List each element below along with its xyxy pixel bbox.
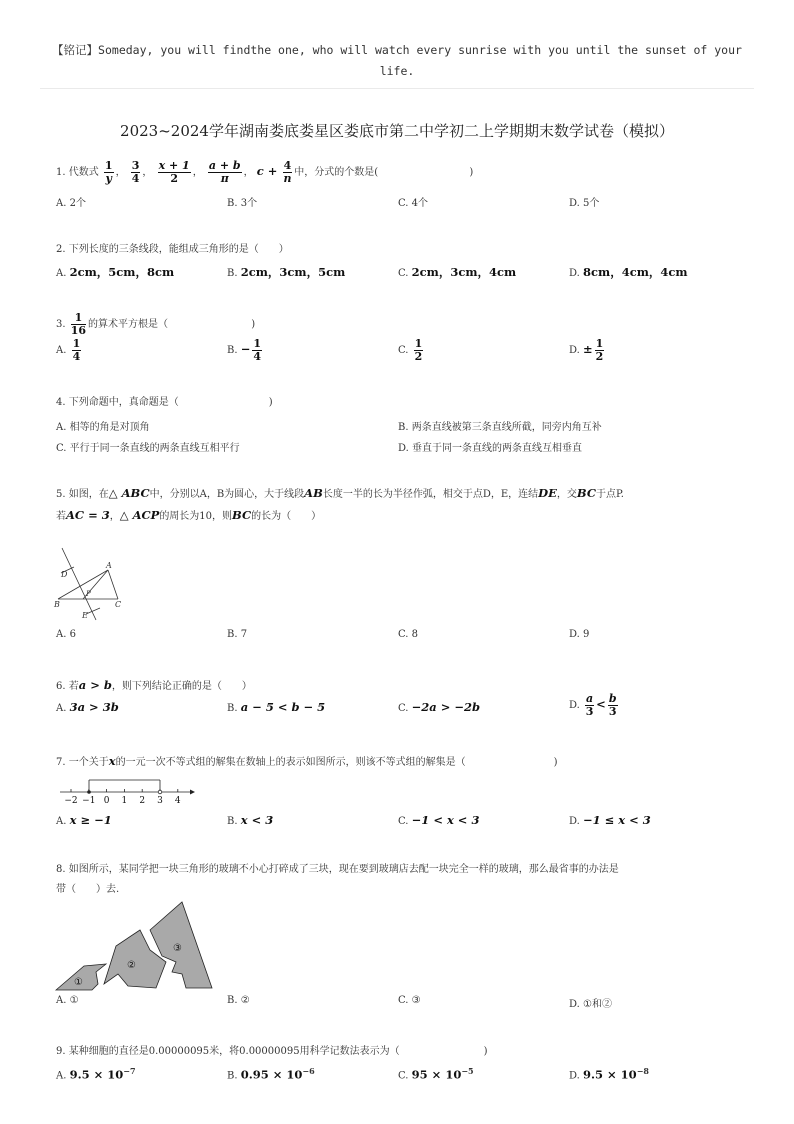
question-8-stem: 8. 如图所示，某同学把一块三角形的玻璃不小心打碎成了三块，现在要到玻璃店去配一块完全一样的玻璃，那么最省事的办法是 带（ ）去. — [56, 864, 619, 895]
perpendicular-bisector-de — [62, 548, 96, 620]
q4-option-d[interactable]: D. 垂直于同一条直线的两条直线互相垂直 — [398, 443, 583, 454]
question-1-stem: 1. 代数式 $\frac{1}{y}$ ， $\frac{3}{4}$ ， $\frac{x + 1}{2}$ ， $\frac{a + b}{\pi}$ ， c + $\frac{4}{n}$ 中，分式的个数是( ) — [56, 159, 474, 185]
q5-option-c[interactable]: C. 8 — [398, 629, 419, 640]
q1-option-d[interactable]: D. 5个 — [569, 198, 600, 209]
tick-label: 3 — [157, 796, 163, 806]
q5-option-a[interactable]: A. 6 — [56, 629, 76, 640]
q2-option-d[interactable]: D. 8cm，4cm，4cm — [569, 265, 688, 279]
q2-option-a[interactable]: A. 2cm，5cm，8cm — [56, 265, 175, 279]
label-e: E — [82, 611, 88, 620]
question-6-stem: 6. 若a > b，则下列结论正确的是（ ） — [56, 678, 252, 692]
q7-number-line — [56, 776, 196, 806]
q7-option-c[interactable]: C. −1 < x < 3 — [398, 813, 480, 827]
q4-option-b[interactable]: B. 两条直线被第三条直线所截，同旁内角互补 — [398, 422, 602, 433]
q3-fraction: $\frac{1}{16}$ — [70, 311, 87, 337]
q2-option-b[interactable]: B. 2cm，3cm，5cm — [227, 265, 346, 279]
q1-close: ) — [469, 167, 474, 178]
q1-fraction-2: $\frac{3}{4}$ — [131, 159, 140, 185]
tick-label: −2 — [64, 796, 78, 806]
q1-c-expr: c + — [256, 164, 278, 178]
question-5-stem: 5. 如图，在△ ABC中，分别以A，B为圆心，大于线段AB长度一半的长为半径作弧，相交于点D，E，连结DE，交BC于点P. 若AC = 3，△ ACP的周长为10，则BC的长为（ ） — [56, 486, 624, 522]
piece-2-label: ② — [127, 960, 136, 971]
q1-fraction-5: $\frac{4}{n}$ — [283, 159, 292, 185]
segment-ac — [108, 570, 118, 599]
q1-prefix: 1. 代数式 — [56, 167, 99, 178]
tick-label: 1 — [121, 796, 128, 806]
q9-option-b[interactable]: B. $0.95 \times 10^{-6}$ — [227, 1066, 315, 1082]
q1-fraction-4: $\frac{a + b}{\pi}$ — [208, 159, 241, 185]
label-b: B — [54, 600, 60, 609]
motto-line-1: 【铭记】Someday, you will findthe one, who will watch every sunrise with you until the sunset of your — [52, 43, 742, 57]
q7-option-b[interactable]: B. x < 3 — [227, 813, 274, 827]
q6-option-b[interactable]: B. a − 5 < b − 5 — [227, 700, 326, 714]
q5-option-b[interactable]: B. 7 — [227, 629, 248, 640]
q9-option-a[interactable]: A. $9.5 \times 10^{-7}$ — [56, 1066, 136, 1082]
number-line-ticks — [64, 789, 181, 806]
label-c: C — [115, 600, 122, 609]
q3-option-d[interactable]: D. ± $\frac{1}{2}$ — [569, 337, 604, 363]
q5-option-d[interactable]: D. 9 — [569, 629, 590, 640]
tick-label: 4 — [174, 796, 181, 806]
closed-dot — [87, 790, 91, 794]
question-7-stem: 7. 一个关于x的一元一次不等式组的解集在数轴上的表示如图所示，则该不等式组的解集是（ ) — [56, 754, 558, 768]
q3-option-b[interactable]: B. − $\frac{1}{4}$ — [227, 337, 262, 363]
q8-option-b[interactable]: B. ② — [227, 995, 250, 1006]
q1-fraction-1: $\frac{1}{y}$ — [104, 159, 113, 185]
q3-option-a[interactable]: A. $\frac{1}{4}$ — [56, 337, 81, 363]
piece-1-label: ① — [74, 977, 83, 988]
header-divider — [40, 88, 754, 89]
q1-option-c[interactable]: C. 4个 — [398, 198, 429, 209]
q1-fraction-3: $\frac{x + 1}{2}$ — [158, 159, 190, 185]
q6-option-c[interactable]: C. −2a > −2b — [398, 700, 481, 714]
number-line-arrow — [190, 790, 195, 795]
question-9-stem: 9. 某种细胞的直径是0.00000095米，将0.00000095用科学记数法表示为（ ) — [56, 1046, 488, 1057]
piece-3-label: ③ — [173, 943, 182, 954]
q7-option-a[interactable]: A. x ≥ −1 — [56, 813, 112, 827]
q7-option-d[interactable]: D. −1 ≤ x < 3 — [569, 813, 651, 827]
q8-option-a[interactable]: A. ① — [56, 995, 79, 1006]
motto-line-2: life. — [379, 64, 415, 78]
open-dot — [158, 790, 162, 794]
q4-option-c[interactable]: C. 平行于同一条直线的两条直线互相平行 — [56, 443, 240, 454]
q6-option-d[interactable]: D. $\frac{a}{3}$ < $\frac{b}{3}$ — [569, 692, 617, 718]
tick-label: −1 — [82, 796, 96, 806]
q1-suffix: 中，分式的个数是( — [294, 167, 379, 178]
q2-option-c[interactable]: C. 2cm，3cm，4cm — [398, 265, 517, 279]
label-a: A — [106, 561, 112, 570]
question-4-stem: 4. 下列命题中，真命题是（ ) — [56, 397, 273, 408]
page-title: 2023~2024学年湖南娄底娄星区娄底市第二中学初二上学期期末数学试卷（模拟） — [120, 122, 674, 140]
q5-triangle-figure — [52, 540, 136, 622]
q6-option-a[interactable]: A. 3a > 3b — [56, 700, 119, 714]
q4-option-a[interactable]: A. 相等的角是对顶角 — [56, 422, 150, 433]
label-p: P — [86, 590, 91, 598]
q9-option-c[interactable]: C. $95 \times 10^{-5}$ — [398, 1066, 474, 1082]
tick-label: 2 — [139, 796, 146, 806]
q1-option-a[interactable]: A. 2个 — [56, 198, 86, 209]
label-d: D — [61, 570, 68, 579]
q8-option-d[interactable]: D. ①和② — [569, 999, 612, 1010]
q9-option-d[interactable]: D. $9.5 \times 10^{-8}$ — [569, 1066, 649, 1082]
q3-option-c[interactable]: C. $\frac{1}{2}$ — [398, 337, 423, 363]
question-2-stem: 2. 下列长度的三条线段，能组成三角形的是（ ） — [56, 244, 289, 255]
question-3-stem: 3. $\frac{1}{16}$ 的算术平方根是（ ) — [56, 311, 256, 337]
q1-option-b[interactable]: B. 3个 — [227, 198, 258, 209]
q8-glass-pieces-figure — [54, 900, 214, 992]
q8-option-c[interactable]: C. ③ — [398, 995, 421, 1006]
tick-label: 0 — [103, 796, 110, 806]
motto-text — [40, 40, 754, 82]
